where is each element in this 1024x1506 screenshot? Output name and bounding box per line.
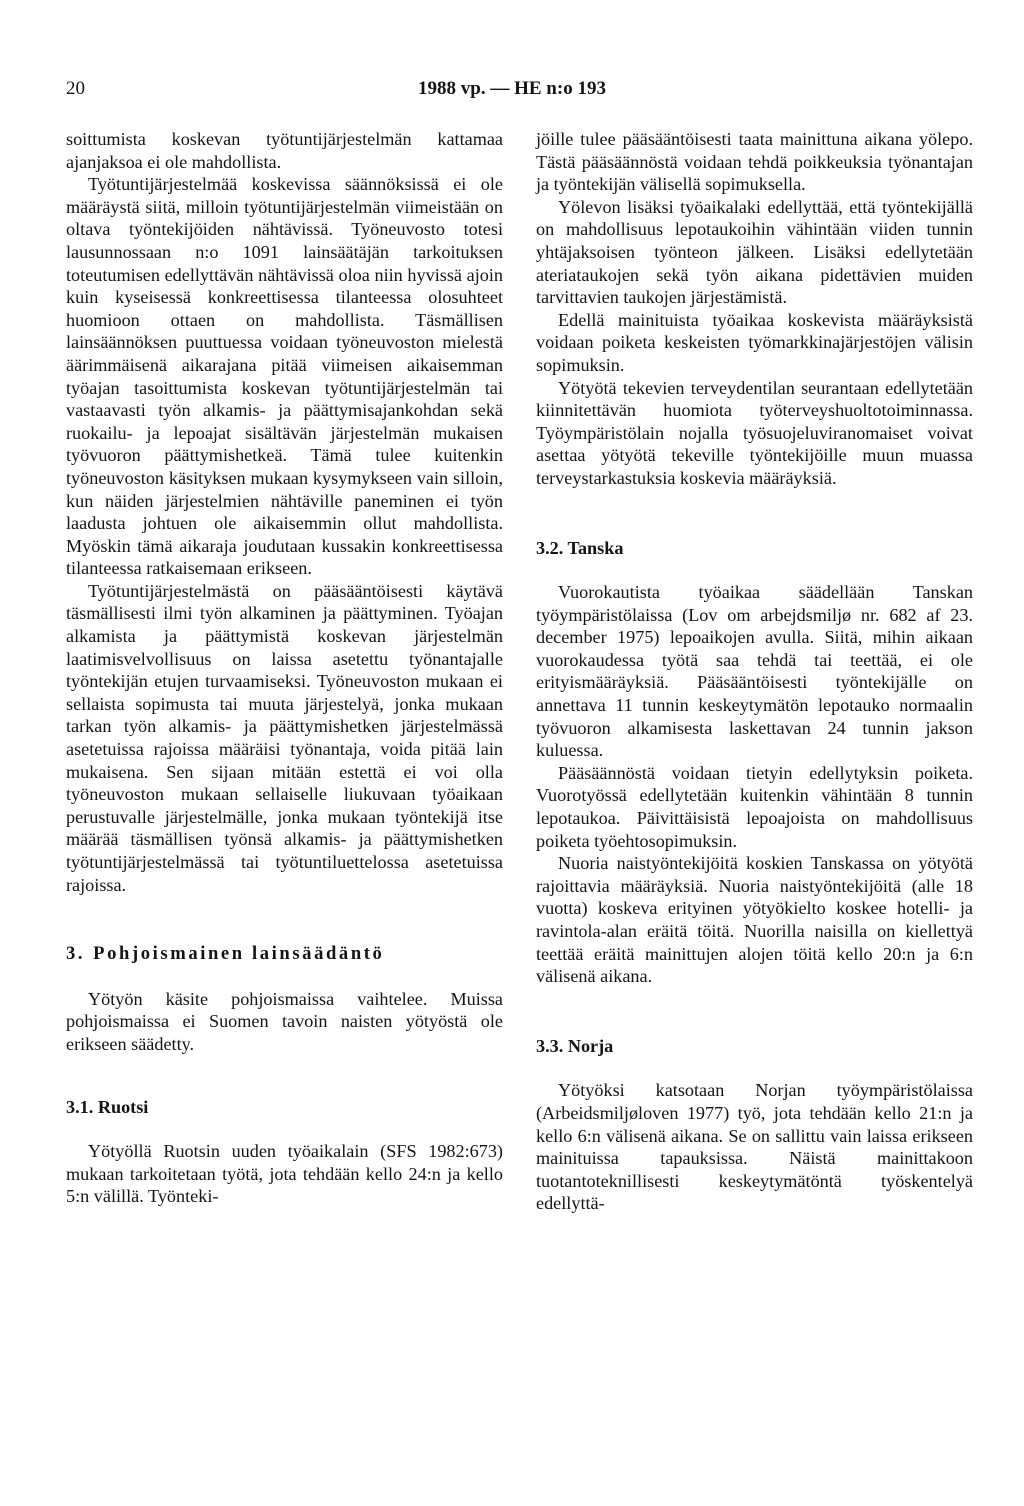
subsection-heading: 3.3. Norja: [536, 1035, 614, 1056]
right-column: [536, 128, 973, 1215]
running-head: 1988 vp. — HE n:o 193: [418, 78, 606, 99]
paragraph: Yötyön käsite pohjoismaissa vaihtelee. Muissa pohjoismaissa ei Suomen tavoin naisten yötyöstä ole erikseen säädetty.: [66, 988, 503, 1054]
paragraph: Nuoria naistyöntekijöitä koskien Tanskassa on yötyötä rajoittavia määräyksiä. Nuoria naistyöntekijöitä (alle 18 vuotta) koskeva erityinen yötyökielto koskee hotelli- ja ravintola-alan eräitä töitä. Nuorilla naisilla on kiellettyä teettää eräitä mainittujen alojen töitä kello 20:n ja 6:n välisenä aikana.: [536, 853, 973, 987]
paragraph: Työtuntijärjestelmää koskevissa säännöksissä ei ole määräystä siitä, milloin työtuntijärjestelmän viimeistään on oltava työntekijöiden nähtävissä. Työneuvosto totesi lausunnossaan n:o 1091 lainsäätäjän tarkoituksen toteutumisen edellyttävän nähtävissä oloa niin hyvissä ajoin kuin kyseisessä konkreettisessa tilanteessa olosuhteet huomioon ottaen on mahdollista. Täsmällisen lainsäännöksen puuttuessa voidaan työneuvoston mielestä äärimmäisenä aikarajana pitää viimeisen aikaisemman työajan tasoittumista koskevan työtuntijärjestelmän tai vastaavasti työn alkamis- ja päättymisajankohdan sekä ruokailu- ja lepoajat sisältävän järjestelmän mukaisen työvuoron päättymishetkeä. Tämä tulee kuitenkin työneuvoston käsityksen mukaan kysymykseen vain silloin, kun näiden järjestelmien nähtäville paneminen ei työn laadusta johtuen ole aikaisemmin ollut mahdollista. Myöskin tämä aikaraja joudutaan kussakin konkreettisessa tilanteessa ratkaisemaan erikseen.: [66, 174, 503, 579]
paragraph: soittumista koskevan työtuntijärjestelmän kattamaa ajanjaksoa ei ole mahdollista.: [66, 129, 503, 172]
page-number: 20: [66, 78, 85, 99]
paragraph: Edellä mainituista työaikaa koskevista määräyksistä voidaan poiketa keskeisten työmarkkinajärjestöjen välisin sopimuksin.: [536, 309, 973, 375]
paragraph: Työtuntijärjestelmästä on pääsääntöisesti käytävä täsmällisesti ilmi työn alkaminen ja päättyminen. Työajan alkamista ja päättymistä koskevan järjestelmän laatimisvelvollisuus on laissa asetettu työnantajalle työntekijän etujen turvaamiseksi. Työneuvoston mukaan ei sellaista sopimusta tai muuta järjestelyä, jonka mukaan tarkan työn alkamis- ja päättymishetken järjestelmässä asetetuissa rajoissa määräisi työnantaja, voida pitää lain mukaisena. Sen sijaan mitään estettä ei voi olla työneuvoston mukaan sellaiselle liukuvaan työaikaan perustuvalle järjestelmälle, jonka mukaan työntekijä itse määrää täsmällisen työnsä alkamis- ja päättymishetken työtuntijärjestelmässä tai työtuntiluettelossa asetetuissa rajoissa.: [66, 580, 503, 895]
paragraph: Pääsäännöstä voidaan tietyin edellytyksin poiketa. Vuorotyössä edellytetään kuitenkin vähintään 8 tunnin lepotaukoa. Päivittäisistä lepoajoista on mahdollisuus poiketa työehtosopimuksin.: [536, 762, 973, 851]
paragraph: Vuorokautista työaikaa säädellään Tanskan työympäristölaissa (Lov om arbejdsmiljø nr. 682 af 23. december 1975) lepoaikojen avulla. Siitä, mihin aikaan vuorokaudessa työtä saa tehdä tai teettää, ei ole erityismääräyksiä. Pääsääntöisesti työntekijälle on annettava 11 tunnin keskeytymätön lepotauko normaalin työvuoron alkamisesta laskettavan 24 tunnin jakson kuluessa.: [536, 582, 973, 761]
section-title: Pohjoismainen lainsäädäntö: [93, 943, 385, 965]
section-heading: [66, 943, 503, 966]
subsection-heading: 3.1. Ruotsi: [66, 1096, 149, 1117]
paragraph: jöille tulee pääsääntöisesti taata mainittuna aikana yölepo. Tästä pääsäännöstä voidaan tehdä poikkeuksia työnantajan ja työntekijän välisellä sopimuksella.: [536, 129, 973, 195]
paragraph: Yötyötä tekevien terveydentilan seurantaan edellytetään kiinnitettävän huomiota työterveyshuoltotoiminnassa. Työympäristölain nojalla työsuojeluviranomaiset voivat asettaa yötyötä tekeville työntekijöille muun muassa terveystarkastuksia koskevia määräyksiä.: [536, 377, 973, 488]
paragraph: Yölevon lisäksi työaikalaki edellyttää, että työntekijällä on mahdollisuus lepotaukoihin vähintään viiden tunnin yhtäjaksoisen työnteon jälkeen. Lisäksi edellytetään ateriataukojen sekä työn aikana pidettävien muiden tarvittavien taukojen järjestämistä.: [536, 196, 973, 308]
paragraph: Yötyöksi katsotaan Norjan työympäristölaissa (Arbeidsmiljøloven 1977) työ, jota tehdään kello 21:n ja kello 6:n välisenä aikana. Se on sallittu vain laissa erikseen mainituissa tapauksissa. Näistä mainittakoon tuotantoteknillisesti keskeytymätöntä työskentelyä edellyttä-: [536, 1080, 973, 1214]
subsection-heading: 3.2. Tanska: [536, 537, 624, 558]
section-number: 3.: [66, 943, 86, 965]
left-column: [66, 128, 503, 1208]
paragraph: Yötyöllä Ruotsin uuden työaikalain (SFS 1982:673) mukaan tarkoitetaan työtä, jota tehdään kello 24:n ja kello 5:n välillä. Työnteki-: [66, 1141, 503, 1207]
